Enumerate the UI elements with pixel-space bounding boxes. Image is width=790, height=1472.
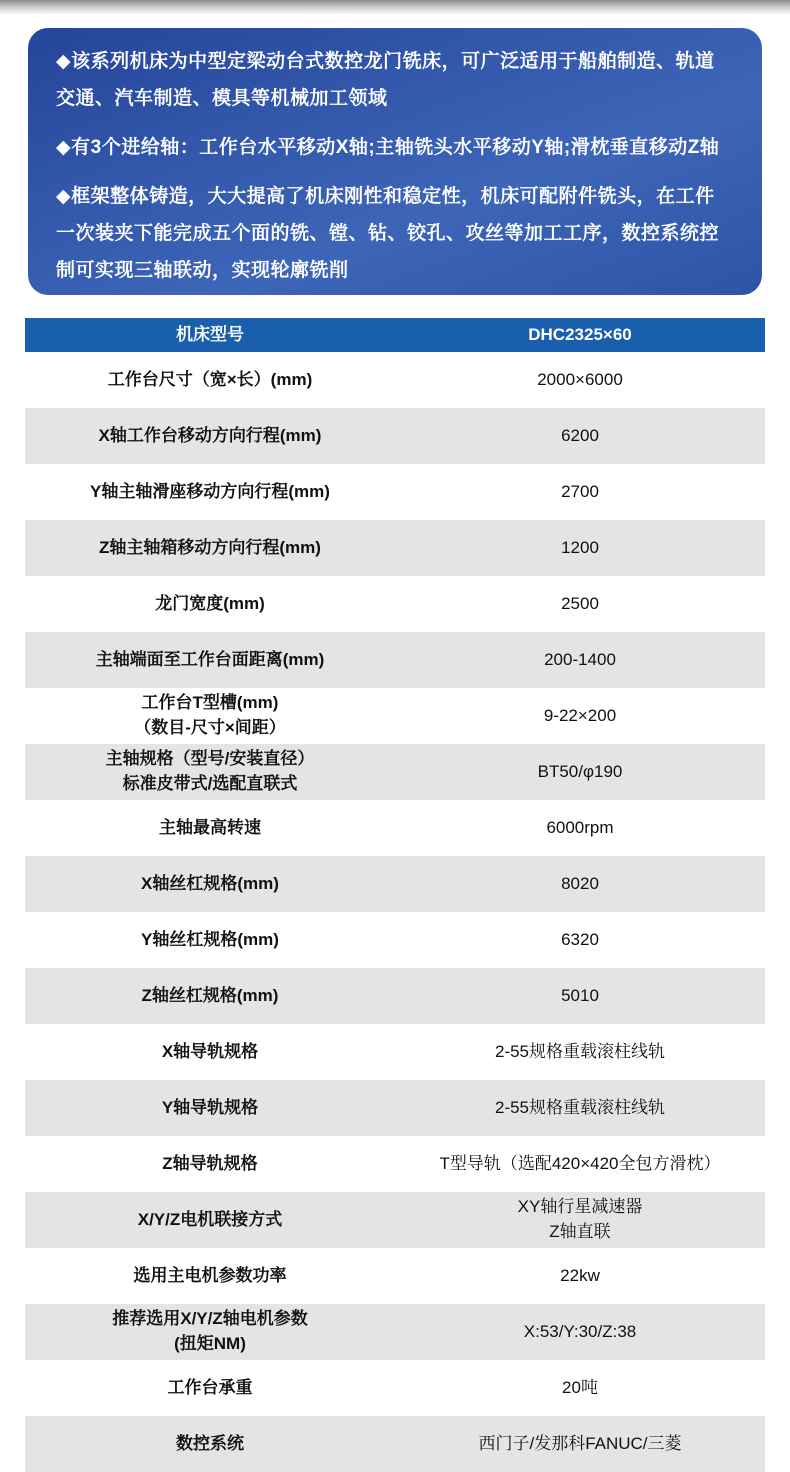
header-param-label: 机床型号 <box>176 324 244 344</box>
spec-label-cell: Y轴导轨规格 <box>161 1097 259 1117</box>
spec-label-cell: 工作台尺寸（宽×长）(mm) <box>107 369 313 389</box>
spec-row-x-rail <box>25 1024 765 1080</box>
header-model-value: DHC2325×60 <box>528 324 632 344</box>
spec-value-cell: 西门子/发那科FANUC/三菱 <box>478 1433 682 1453</box>
spec-row-z-rail <box>25 1136 765 1192</box>
spec-row-gantry-width <box>25 576 765 632</box>
intro-bullet-2-text: 有3个进给轴：工作台水平移动X轴;主轴铣头水平移动Y轴;滑枕垂直移动Z轴 <box>71 137 720 158</box>
spec-label-cell: X轴导轨规格 <box>161 1041 259 1061</box>
spec-value-cell: 5010 <box>561 985 599 1005</box>
spec-label-cell: Y轴主轴滑座移动方向行程(mm) <box>90 481 330 501</box>
spec-label-cell: 工作台T型槽(mm) （数目-尺寸×间距） <box>134 693 286 737</box>
product-intro-box <box>28 28 762 295</box>
spec-value-cell: 2500 <box>561 593 599 613</box>
spec-value-cell: X:53/Y:30/Z:38 <box>523 1321 637 1341</box>
spec-row-spindle-to-table <box>25 632 765 688</box>
spec-label-cell: X轴丝杠规格(mm) <box>141 873 279 893</box>
spec-value-cell: 2000×6000 <box>537 369 623 389</box>
spec-value-cell: 8020 <box>561 873 599 893</box>
spec-label-cell: Z轴主轴箱移动方向行程(mm) <box>99 537 321 557</box>
spec-label-cell: X/Y/Z电机联接方式 <box>137 1209 283 1229</box>
spec-table-header <box>25 318 765 352</box>
spec-value-cell: T型导轨（选配420×420全包方滑枕） <box>439 1153 721 1173</box>
spec-row-y-rail <box>25 1080 765 1136</box>
spec-row-t-slot <box>25 688 765 744</box>
spec-label-cell: 主轴最高转速 <box>159 817 261 837</box>
spec-row-spindle-spec <box>25 744 765 800</box>
spec-value-cell: 6000rpm <box>546 817 614 837</box>
spec-label-cell: Z轴丝杠规格(mm) <box>141 985 279 1005</box>
spec-table-body <box>25 352 765 1472</box>
intro-bullet-1 <box>56 43 734 117</box>
spec-label-cell: 主轴规格（型号/安装直径） 标准皮带式/选配直联式 <box>105 749 315 793</box>
spec-label-cell: Y轴丝杠规格(mm) <box>141 929 279 949</box>
spec-row-z-travel <box>25 520 765 576</box>
spec-value-cell: 6200 <box>561 425 599 445</box>
intro-bullet-3-text: 框架整体铸造，大大提高了机床刚性和稳定性，机床可配附件铣头，在工件一次装夹下能完成五个面的铣、镗、钻、铰孔、攻丝等加工工序，数控系统控制可实现三轴联动，实现轮廓铣削 <box>56 186 720 281</box>
spec-row-z-screw <box>25 968 765 1024</box>
intro-bullet-1-text: 该系列机床为中型定梁动台式数控龙门铣床，可广泛适用于船舶制造、轨道交通、汽车制造、模具等机械加工领域 <box>56 51 715 109</box>
spec-value-cell: 1200 <box>561 537 599 557</box>
spec-value-cell: 9-22×200 <box>543 705 617 725</box>
spec-label-cell: 选用主电机参数功率 <box>133 1265 287 1285</box>
diamond-bullet-icon: ◆ <box>56 51 72 72</box>
spec-row-y-screw <box>25 912 765 968</box>
intro-bullet-3 <box>56 178 734 289</box>
spec-value-cell: 2-55规格重载滚柱线轨 <box>494 1097 666 1117</box>
spec-label-cell: 龙门宽度(mm) <box>155 593 265 613</box>
spec-label-cell: Z轴导轨规格 <box>162 1153 258 1173</box>
spec-row-y-travel <box>25 464 765 520</box>
spec-label-cell: 主轴端面至工作台面距离(mm) <box>95 649 325 669</box>
spec-value-cell: BT50/φ190 <box>537 761 623 781</box>
diamond-bullet-icon: ◆ <box>56 186 72 207</box>
spec-row-main-motor-power <box>25 1248 765 1304</box>
spec-label-cell: X轴工作台移动方向行程(mm) <box>98 425 322 445</box>
intro-bullet-2 <box>56 129 734 166</box>
spec-row-table-load <box>25 1360 765 1416</box>
spec-row-motor-coupling <box>25 1192 765 1248</box>
spec-label-cell: 工作台承重 <box>167 1377 253 1397</box>
spec-row-x-screw <box>25 856 765 912</box>
spec-label-cell: 数控系统 <box>176 1433 244 1453</box>
spec-table <box>25 318 765 1472</box>
spec-row-max-speed <box>25 800 765 856</box>
spec-value-cell: 200-1400 <box>544 649 616 669</box>
spec-row-axis-motor-torque <box>25 1304 765 1360</box>
spec-label-cell: 推荐选用X/Y/Z轴电机参数 (扭矩NM) <box>112 1309 308 1353</box>
diamond-bullet-icon: ◆ <box>56 137 72 158</box>
spec-value-cell: 6320 <box>561 929 599 949</box>
spec-row-x-travel <box>25 408 765 464</box>
spec-value-cell: XY轴行星减速器 Z轴直联 <box>517 1197 643 1241</box>
top-shadow-strip <box>0 0 790 15</box>
spec-value-cell: 22kw <box>560 1265 600 1285</box>
spec-value-cell: 2700 <box>561 481 599 501</box>
spec-value-cell: 2-55规格重载滚柱线轨 <box>494 1041 666 1061</box>
spec-row-cnc-system <box>25 1416 765 1472</box>
spec-row-worktable-size <box>25 352 765 408</box>
spec-value-cell: 20吨 <box>562 1377 598 1397</box>
